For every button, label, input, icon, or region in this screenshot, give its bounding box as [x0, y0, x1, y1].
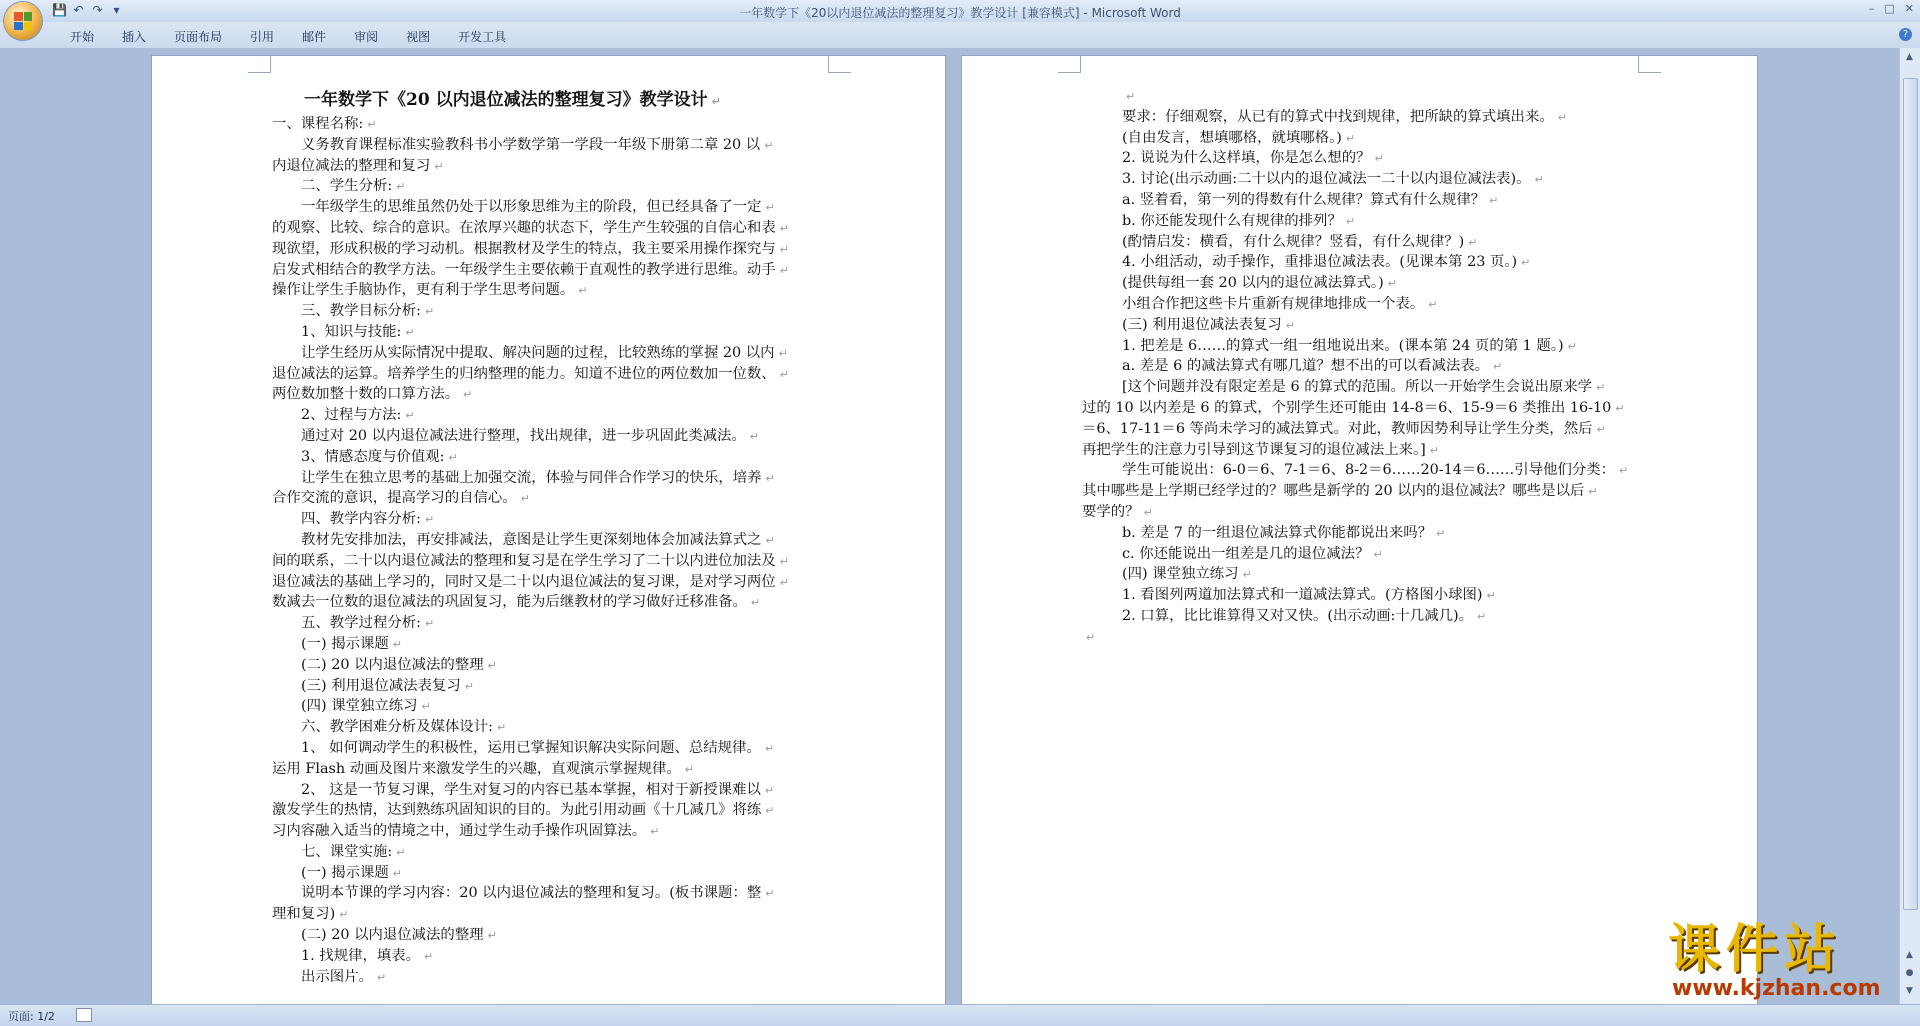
paragraph-line: 3、情感态度与价值观: ↵	[301, 448, 458, 465]
paragraph-mark-icon: ↵	[405, 325, 415, 339]
paragraph-line: 现欲望，形成积极的学习动机。根据教材及学生的特点，我主要采用操作探究与 ↵	[272, 240, 789, 257]
paragraph-line: 再把学生的注意力引导到这节课复习的退位减法上来。] ↵	[1082, 441, 1440, 458]
paragraph-mark-icon: ↵	[684, 762, 694, 776]
window-controls	[1869, 2, 1914, 15]
paragraph-line: (三) 利用退位减法表复习 ↵	[1122, 316, 1295, 333]
paragraph-mark-icon: ↵	[765, 533, 775, 547]
next-page-icon[interactable]: ▼	[1906, 986, 1913, 996]
customize-dropdown-icon[interactable]: ▾	[113, 3, 120, 17]
paragraph-mark-icon: ↵	[765, 887, 775, 901]
paragraph-line: 义务教育课程标准实验教科书小学数学第一学段一年级下册第二章 20 以 ↵	[301, 136, 774, 153]
paragraph-line: 五、教学过程分析: ↵	[301, 615, 435, 632]
paragraph-mark-icon: ↵	[1345, 214, 1356, 228]
paragraph-line: 小组合作把这些卡片重新有规律地排成一个表。 ↵	[1122, 295, 1438, 312]
site-watermark	[1668, 922, 1900, 1002]
paragraph-line: (提供每组一套 20 以内的退位减法算式。) ↵	[1122, 275, 1397, 292]
scroll-up-icon[interactable]: ▲	[1906, 52, 1913, 62]
paragraph-line: 一年级学生的思维虽然仍处于以形象思维为主的阶段，但已经具备了一定 ↵	[301, 199, 775, 216]
paragraph-line: 说明本节课的学习内容：20 以内退位减法的整理和复习。(板书课题：整 ↵	[301, 885, 775, 902]
paragraph-mark-icon: ↵	[1476, 609, 1487, 623]
paragraph-line: 两位数加整十数的口算方法。 ↵	[272, 386, 473, 403]
paragraph-mark-icon: ↵	[778, 346, 788, 360]
paragraph-line: b. 你还能发现什么有规律的排列？ ↵	[1122, 212, 1356, 229]
paragraph-mark-icon: ↵	[1143, 505, 1153, 519]
paragraph-mark-icon: ↵	[578, 284, 588, 298]
paragraph-line: 习内容融入适当的情境之中，通过学生动手操作巩固算法。 ↵	[272, 823, 660, 840]
paragraph-mark-icon: ↵	[1486, 589, 1496, 603]
scroll-thumb[interactable]	[1903, 78, 1918, 910]
paragraph-mark-icon: ↵	[339, 908, 349, 922]
paragraph-mark-icon: ↵	[424, 617, 435, 631]
paragraph-mark-icon: ↵	[396, 180, 406, 194]
office-button[interactable]	[4, 2, 42, 40]
paragraph-line: 1. 找规律，填表。 ↵	[301, 947, 434, 964]
ribbon-tab[interactable]: 开始	[70, 30, 95, 44]
paragraph-line: 四、教学内容分析: ↵	[301, 511, 435, 528]
ribbon-tab[interactable]: 插入	[122, 30, 147, 44]
paragraph-mark-icon: ↵	[487, 658, 497, 672]
page-2-text[interactable]	[1082, 86, 1642, 648]
paragraph-line: 2、 这是一节复习课，学生对复习的内容已基本掌握，相对于新授课难以 ↵	[301, 781, 775, 798]
paragraph-mark-icon: ↵	[779, 575, 789, 589]
document-page-1[interactable]	[152, 56, 945, 1004]
paragraph-mark-icon: ↵	[405, 409, 415, 423]
paragraph-mark-icon: ↵	[1373, 547, 1383, 561]
paragraph-mark-icon: ↵	[1126, 90, 1136, 103]
paragraph-mark-icon: ↵	[765, 201, 775, 215]
select-browse-object-icon[interactable]: ●	[1905, 968, 1914, 978]
paragraph-mark-icon: ↵	[448, 450, 458, 464]
ribbon-tab[interactable]: 邮件	[302, 30, 327, 44]
paragraph-mark-icon: ↵	[1557, 110, 1567, 124]
paragraph-mark-icon: ↵	[1468, 235, 1478, 249]
paragraph-mark-icon: ↵	[779, 554, 789, 568]
paragraph-line: (三) 利用退位减法表复习 ↵	[301, 677, 474, 694]
paragraph-mark-icon: ↵	[764, 741, 775, 755]
paragraph-mark-icon: ↵	[1345, 131, 1356, 145]
paragraph-mark-icon: ↵	[1086, 630, 1096, 644]
paragraph-mark-icon: ↵	[779, 242, 789, 256]
paragraph-line: 的观察、比较、综合的意识。在浓厚兴趣的状态下，学生产生较强的自信心和表 ↵	[272, 219, 789, 236]
paragraph-line: b. 差是 7 的一组退位减法算式你能都说出来吗？ ↵	[1122, 524, 1446, 541]
paragraph-mark-icon: ↵	[764, 783, 775, 797]
page-indicator[interactable]: 页面: 1/2	[8, 1010, 55, 1023]
paragraph-line: 一、课程名称: ↵	[272, 116, 377, 132]
paragraph-line: 学生可能说出：6-0＝6、7-1＝6、8-2＝6……20-14＝6……引导他们分类： ↵	[1122, 462, 1629, 479]
quick-access-toolbar	[52, 3, 124, 18]
paragraph-line: 激发学生的热情，达到熟练巩固知识的目的。为此引用动画《十几减几》将练 ↵	[272, 802, 775, 819]
page-1-text[interactable]	[272, 86, 832, 987]
ribbon-tabs	[56, 28, 520, 46]
margin-corner-mark	[1058, 56, 1081, 73]
paragraph-mark-icon: ↵	[1285, 318, 1295, 332]
paragraph-line: 1. 看图列两道加法算式和一道减法算式。(方格图小球图) ↵	[1122, 587, 1496, 604]
paragraph-mark-icon: ↵	[1242, 568, 1252, 582]
paragraph-line: 理和复习) ↵	[272, 906, 349, 923]
paragraph-line: (四) 课堂独立练习 ↵	[1122, 566, 1252, 583]
paragraph-line: 1、 如何调动学生的积极性，运用已掌握知识解决实际问题、总结规律。 ↵	[301, 739, 775, 756]
ribbon-tab-bar	[0, 22, 1920, 49]
margin-corner-mark	[1638, 56, 1661, 73]
paragraph-line: (自由发言，想填哪格，就填哪格。) ↵	[1122, 129, 1356, 146]
watermark-url: www.kjzhan.com	[1672, 976, 1881, 1001]
paragraph-line	[1082, 627, 1642, 648]
paragraph-line: 通过对 20 以内退位减法进行整理，找出规律，进一步巩固此类减法。 ↵	[301, 427, 760, 444]
paragraph-line: (一) 揭示课题 ↵	[301, 635, 402, 652]
paragraph-line: 启发式相结合的教学方法。一年级学生主要依赖于直观性的教学进行思维。动手 ↵	[272, 261, 789, 278]
paragraph-mark-icon: ↵	[520, 492, 530, 506]
paragraph-mark-icon: ↵	[1615, 401, 1625, 415]
paragraph-line: 1、知识与技能: ↵	[301, 323, 415, 340]
paragraph-mark-icon: ↵	[463, 388, 473, 402]
ribbon-tab[interactable]: 视图	[406, 30, 431, 44]
paragraph-mark-icon: ↵	[749, 429, 760, 443]
save-icon[interactable]: 💾	[52, 3, 67, 17]
paragraph-mark-icon: ↵	[1436, 526, 1446, 540]
paragraph-line: (四) 课堂独立练习 ↵	[301, 698, 431, 715]
paragraph-line: a. 竖着看，第一列的得数有什么规律？算式有什么规律？ ↵	[1122, 191, 1499, 208]
paragraph-mark-icon: ↵	[650, 825, 660, 839]
paragraph-mark-icon: ↵	[487, 929, 497, 943]
undo-icon[interactable]: ↶	[73, 3, 84, 17]
paragraph-mark-icon: ↵	[779, 367, 789, 381]
paragraph-line: (酌情启发：横看，有什么规律？竖看，有什么规律？) ↵	[1122, 233, 1478, 250]
title-bar	[0, 0, 1920, 22]
paragraph-mark-icon: ↵	[750, 596, 761, 610]
paragraph-mark-icon: ↵	[392, 637, 402, 651]
paragraph-line: 4. 小组活动，动手操作，重排退位减法表。(见课本第 23 页。) ↵	[1122, 254, 1531, 271]
paragraph-line: [这个问题并没有限定差是 6 的算式的范围。所以一开始学生会说出原来学 ↵	[1122, 379, 1606, 396]
paragraph-line: 三、教学目标分析: ↵	[301, 303, 435, 320]
paragraph-line: 让学生经历从实际情况中提取、解决问题的过程，比较熟练的掌握 20 以内 ↵	[301, 344, 788, 361]
document-title: 一年数学下《20 以内退位减法的整理复习》教学设计 ↵	[304, 90, 721, 110]
paragraph-line: 1. 把差是 6……的算式一组一组地说出来。(课本第 24 页的第 1 题。) ↵	[1122, 337, 1577, 354]
minimize-button[interactable]: –	[1868, 2, 1875, 15]
vertical-scrollbar[interactable]	[1899, 48, 1920, 1004]
paragraph-mark-icon: ↵	[1619, 464, 1629, 478]
paragraph-mark-icon: ↵	[764, 138, 774, 152]
paragraph-mark-icon: ↵	[1493, 360, 1503, 374]
paragraph-line: 六、教学困难分析及媒体设计: ↵	[301, 719, 507, 736]
ribbon-tab[interactable]: 审阅	[354, 30, 379, 44]
paragraph-mark-icon: ↵	[1489, 193, 1499, 207]
paragraph-mark-icon: ↵	[1534, 173, 1544, 187]
paragraph-mark-icon: ↵	[1596, 381, 1606, 395]
paragraph-mark-icon: ↵	[464, 679, 474, 693]
paragraph-line: 七、课堂实施: ↵	[301, 843, 406, 860]
paragraph-line: 合作交流的意识，提高学习的自信心。 ↵	[272, 490, 530, 507]
paragraph-line: 二、学生分析: ↵	[301, 178, 406, 195]
paragraph-line: 让学生在独立思考的基础上加强交流，体验与同伴合作学习的快乐，培养 ↵	[301, 469, 775, 486]
paragraph-line: ＝6、17-11＝6 等尚未学习的减法算式。对此，教师因势利导让学生分类，然后 ↵	[1082, 420, 1606, 437]
paragraph-mark-icon: ↵	[779, 221, 789, 235]
paragraph-mark-icon: ↵	[367, 118, 377, 131]
paragraph-line: 2、过程与方法: ↵	[301, 407, 415, 424]
ribbon-tab[interactable]: 引用	[250, 30, 275, 44]
paragraph-mark-icon: ↵	[765, 804, 775, 818]
document-page-2[interactable]	[962, 56, 1757, 1004]
paragraph-line: 2. 口算，比比谁算得又对又快。(出示动画:十几减几)。 ↵	[1122, 607, 1487, 624]
paragraph-mark-icon: ↵	[1588, 485, 1598, 499]
watermark-logo-text: 课件站	[1668, 920, 1843, 980]
ribbon-tab[interactable]: 开发工具	[458, 30, 507, 44]
paragraph-line: 过的 10 以内差是 6 的算式，个别学生还可能由 14-8＝6、15-9＝6 类推出 16-10 ↵	[1082, 399, 1625, 416]
paragraph-mark-icon: ↵	[434, 159, 444, 173]
paragraph-line: 要求：仔细观察，从已有的算式中找到规律，把所缺的算式填出来。 ↵	[1122, 108, 1567, 125]
paragraph-mark-icon: ↵	[496, 721, 507, 735]
paragraph-mark-icon: ↵	[1596, 422, 1606, 436]
margin-corner-mark	[248, 56, 271, 73]
margin-corner-mark	[828, 56, 851, 73]
paragraph-line: 3. 讨论(出示动画:二十以内的退位减法一二十以内退位减法表)。 ↵	[1122, 171, 1544, 188]
paragraph-line: 退位减法的运算。培养学生的归纳整理的能力。知道不进位的两位数加一位数、 ↵	[272, 365, 789, 382]
paragraph-mark-icon: ↵	[1387, 277, 1397, 291]
paragraph-mark-icon: ↵	[1374, 152, 1384, 166]
paragraph-mark-icon: ↵	[1429, 443, 1440, 457]
paragraph-mark-icon: ↵	[1521, 256, 1531, 270]
paragraph-line: (二) 20 以内退位减法的整理 ↵	[301, 656, 497, 673]
office-logo-icon	[14, 12, 32, 30]
paragraph-mark-icon: ↵	[779, 263, 789, 277]
paragraph-line: c. 你还能说出一组差是几的退位减法？ ↵	[1122, 545, 1383, 562]
paragraph-line: 操作让学生手脑协作，更有利于学生思考问题。 ↵	[272, 282, 588, 299]
paragraph-line	[1082, 86, 1642, 107]
status-bar	[0, 1004, 1920, 1026]
redo-icon[interactable]: ↷	[92, 3, 103, 17]
ribbon-tab[interactable]: 页面布局	[174, 30, 223, 44]
paragraph-line: (二) 20 以内退位减法的整理 ↵	[301, 927, 497, 944]
paragraph-line: 间的联系，二十以内退位减法的整理和复习是在学生学习了二十以内进位加法及 ↵	[272, 552, 789, 569]
help-icon[interactable]: ?	[1899, 28, 1912, 41]
paragraph-line: 数减去一位数的退位减法的巩固复习，能为后继教材的学习做好迁移准备。 ↵	[272, 594, 761, 611]
paragraph-line: 内退位减法的整理和复习 ↵	[272, 157, 444, 174]
close-button[interactable]: ✕	[1904, 2, 1914, 15]
paragraph-line: 退位减法的基础上学习的，同时又是二十以内退位减法的复习课，是对学习两位 ↵	[272, 573, 789, 590]
paragraph-line: 出示图片。 ↵	[301, 968, 387, 985]
paragraph-line: 2. 说说为什么这样填，你是怎么想的？ ↵	[1122, 150, 1384, 167]
paragraph-line: a. 差是 6 的减法算式有哪几道？想不出的可以看减法表。 ↵	[1122, 358, 1503, 375]
proofing-icon[interactable]	[76, 1008, 92, 1022]
paragraph-mark-icon: ↵	[1428, 297, 1438, 311]
paragraph-mark-icon: ↵	[396, 845, 406, 859]
paragraph-line: 要学的？ ↵	[1082, 503, 1153, 520]
maximize-button[interactable]: □	[1884, 2, 1895, 15]
paragraph-mark-icon: ↵	[392, 866, 402, 880]
paragraph-mark-icon: ↵	[421, 700, 431, 714]
previous-page-icon[interactable]: ▲	[1906, 950, 1913, 960]
paragraph-mark-icon: ↵	[765, 471, 775, 485]
paragraph-mark-icon: ↵	[424, 305, 435, 319]
paragraph-line: 其中哪些是上学期已经学过的？哪些是新学的 20 以内的退位减法？哪些是以后 ↵	[1082, 483, 1598, 500]
paragraph-mark-icon: ↵	[424, 949, 434, 963]
paragraph-line: (一) 揭示课题 ↵	[301, 864, 402, 881]
paragraph-mark-icon: ↵	[376, 970, 387, 984]
document-area	[0, 48, 1900, 1004]
paragraph-mark-icon: ↵	[1567, 339, 1577, 353]
paragraph-line: 教材先安排加法，再安排减法，意图是让学生更深刻地体会加减法算式之 ↵	[301, 531, 775, 548]
paragraph-mark-icon: ↵	[424, 513, 435, 527]
window-title: 一年数学下《20以内退位减法的整理复习》教学设计 [兼容模式] - Microsoft Word	[739, 6, 1181, 20]
paragraph-line: 运用 Flash 动画及图片来激发学生的兴趣，直观演示掌握规律。 ↵	[272, 760, 694, 777]
